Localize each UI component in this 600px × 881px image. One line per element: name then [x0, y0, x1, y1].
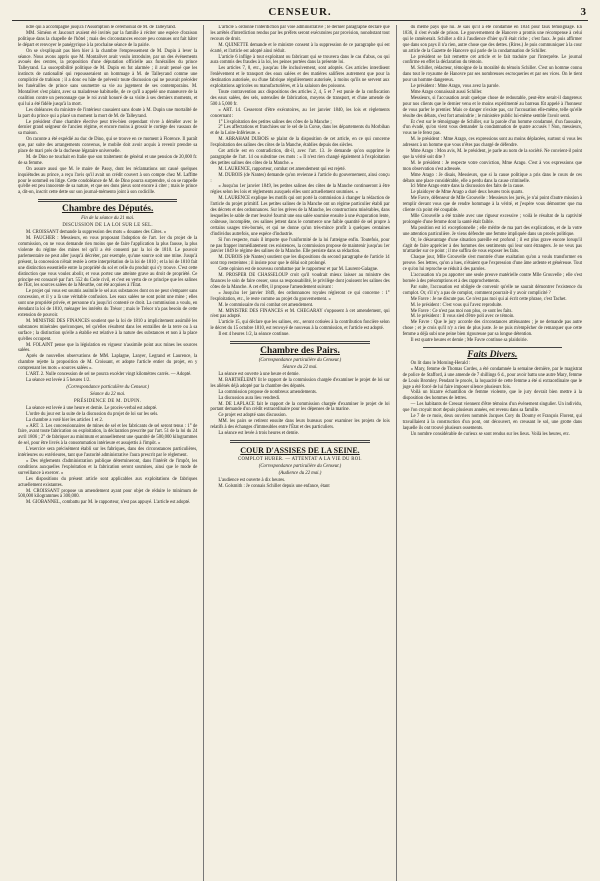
article-paragraph: On se s'expliquait pas bien hier à la chambre l'empressement de M. Dupin à lever la séance. Nous avons appris que M. Montalivet avait voulu introduire, par un des événements avoués des centres, la proposition d'une députation officielle aux funérailles du prince Talleyrand. La susceptibilité politique de M. Dupin en fut alarmée ; il avait pensé que les instincts de nationalité qui repousseraient un hommage à M. de Talleyrand comme une complicité de trahison ; il a donc eu hâte de prévenir toute discussion qui ne pouvait précéder les funérailles de prince sans soumettre sa vie au jugement de ses contemporains. M. Montalivet s'est plaint, avec sa maladresse habituelle, de ce qu'il a appelé une manœuvre de la coalition contre un personnage que le roi avait honoré de sa visite à ses derniers moments, et qui lui a été fidèle jusqu'à la mort.	[18, 48, 198, 107]
section-dateline: (Correspondance particulière du Censeur.)	[258, 464, 342, 469]
section-title: Chambre des Députés.	[61, 204, 154, 215]
article-paragraph: M. Schiller, rédacteur, témoigne de la moralité du témoin Schiller. C'est un homme connu dans tout le royaume de Hanovre par ses nombreuses escroqueries et par ses vices. On le tient pour un homme dangereux.	[402, 66, 582, 84]
article-paragraph: ndre qui a accompagné jusqu'à l'Assomption le ceremonial de M. de Talleyrand.	[26, 25, 177, 30]
article-paragraph: On assure aussi que M. le maire de Passy, dont les réclamations ont causé quelques inquiétudes au prince, a reçu l'avis qu'il avait un crédit couvert à son compte chez M. Laffitte pour le sommeil en litige. Cette condoléance de M. de Dino pourra surprendre, si on se rappelle qu'elle est peu innocente de sa nature, et que ses dons pieux sont encore à citer ; mais le prince a, dit-on, inscrit cette dette sur son journal-mémento joint à son codicille.	[18, 166, 198, 196]
article-paragraph: M. DE LAPLACE fait le rapport de la commission chargée d'examiner le projet de loi portant demande d'un crédit extraordinaire pour les dépenses de la marine.	[210, 401, 390, 413]
section-title: Faits Divers.	[467, 349, 518, 360]
article-paragraph: — Les habitants de Cressat viennent d'être témoins d'un événement singulier. Un individu, que l'on croyait mort depuis plusieurs années, est revenu dans sa famille.	[402, 402, 582, 414]
article-paragraph: Il est 4 heures 1/2, la séance continue.	[218, 332, 290, 338]
article-paragraph: L'article 6 inflige à tout exploitant ou fabricant qui se trouvera dans le cas d'abus, ou qui aura commis des fraudes à la loi, les peines portées dans la présente loi.	[210, 54, 390, 66]
article-paragraph: MM. Siméon et Jaucourt avaient été invités par la famille à réciter une espèce d'oraison politique dans la chapelle de l'hôtel ; mais des circonstances encore peu connues ont fait hâter le départ et renvoyer le panégyrique à la prochaine séance de la pairie.	[18, 30, 198, 48]
article-paragraph: Cette opinion est de nouveau combattue par le rapporteur et par M. Laurent-Galagne.	[218, 267, 379, 273]
section-divider	[230, 341, 369, 344]
article-paragraph: M. BARTHÉLEMY lit le rapport de la commission chargée d'examiner le projet de loi sur les aliénés déjà adopté par la chambre des députés.	[210, 377, 390, 389]
article-paragraph: M. PROSPER DE CHASSELOUP croit qu'il voudrait mieux laisser au ministre des finances le soin de faire cesser, sous sa responsabilité, le privilège dont jouissent les salines des côtes de la Manche. A cet effet, il propose l'amendement suivant :	[210, 273, 390, 290]
article-paragraph: Le plaidoyer de Mme Arago a duré deux heures trois quarts.	[410, 190, 524, 196]
section-dateline: (Correspondance particulière du Censeur.)	[66, 384, 149, 390]
article-paragraph: « Des règlements d'administration publique détermineront, dans l'intérêt de l'impôt, les conditions auxquelles l'exploitation et la fabrication seront soumises, ainsi que le mode de surveillance à exercer. »	[18, 459, 198, 476]
article-paragraph: Et c'est sur le témoignage de Schiller, sur la parole d'un homme condamné, d'un faussaire, d'un évadé, qu'on vient vous demander la condamnation de quatre accusés ! Non, messieurs, vous ne le ferez pas.	[402, 119, 582, 137]
article-paragraph: M. QUINETTE demande et le ministre consent à la suppression de ce paragraphe qui est écarté, et l'article est adopté ainsi réduit.	[210, 42, 390, 54]
article-paragraph: Toute contravention aux dispositions des articles 2, 4, 5 et 7 est punie de la confiscation des eaux salées, des sels, ustensiles de fabrication, moyens de transport, et d'une amende de 500 à 5,000 fr.	[210, 89, 390, 107]
article-paragraph: La discussion aura lieu vendredi.	[218, 395, 281, 401]
article-paragraph: Mme Arago : Mon avis, M. le président, je parle au nom de la société. Ne convient-il point que la vérité soit dite ?	[402, 149, 582, 160]
article-paragraph: « Mary, femme de Thomas Cordes, a été condamnée la semaine dernière, par le magistrat de police de Stafford, à une amende de 7 shillings 6 d., pour avoir battu une autre Mary, femme de Louis Bromley. Pendant le procès, la loquacité de cette femme a été si extraordinaire que le juge a été forcé de lui faire imposer silence plusieurs fois.	[402, 366, 582, 390]
article-paragraph: L'exercice sera précisément établi sur les fabriques, dans des circonstances particulières, intérieures ou extérieures, tant que l'autorité administrative l'aura prescrit par le règlement.	[18, 447, 198, 459]
article-paragraph: Il est quatre heures et demie ; Me Favre continue sa plaidoirie.	[410, 338, 528, 344]
article-paragraph: L'accusation n'a pu apporter une seule preuve matérielle contre Mlle Grouvelle ; elle s'est bornée à des présomptions et à des rapprochements.	[402, 273, 582, 284]
article-paragraph: M. ABRAHAM DUBOIS se plaint de la disposition de cet article, en ce qui concerne l'exploitation des salines des côtes de la Manche, établies depuis des siècles.	[210, 137, 390, 149]
article-paragraph: Me Favre : Que le jury accorde des circonstances atténuantes ; je ne demande pas autre chose ; et je crois qu'il n'y a rien de plus juste. Je ne puis m'empêcher de remarquer que cette femme a déjà subi une peine bien rigoureuse par sa longue détention.	[402, 320, 582, 338]
article-paragraph: M. MINISTRE DES FINANCES et M. CHEGARAY s'opposent à cet amendement, qui n'est pas adopté.	[210, 308, 390, 320]
page-number: 3	[580, 6, 586, 18]
section-dateline: (Audience du 22 mai.)	[278, 471, 322, 476]
article-paragraph: M. le président : C'est vous qui l'avez reproduite.	[410, 302, 503, 308]
article-paragraph: M. MINISTRE DES FINANCES soutient que la loi de 1810 a implicitement assimilé les substances minérales quelconques, tel qu'elles résultent dans les entrailles de la terre ou à sa surface ; la distinction qu'elle a établie est relative à la nature des substances et non à la place qu'elles occupent.	[18, 318, 198, 342]
article-paragraph: Me Favre : Je ne discute pas. Ce n'est pas moi qui ai écrit cette phrase, c'est Tachet.	[410, 296, 567, 302]
article-paragraph: La séance est ouverte à une heure et demie.	[218, 372, 300, 378]
article-paragraph: Cet article est en contradiction, dit-il, avec l'art. 13. Je demande qu'on supprime le paragraphe de l'art. 14 ou substitue ces mots : « Il n'est rien changé également à l'exploitation des petites salines des côtes de la Manche. »	[210, 149, 390, 166]
article-paragraph: L'article 5 ordonne l'interdiction par voie administrative ; le dernier paragraphe déclare que les arrêtés d'interdiction rendus par les préfets seront exécutoires par provision, nonobstant tout recours de droit.	[210, 25, 390, 42]
section-title: COUR D'ASSISES DE LA SEINE.	[240, 446, 360, 455]
article-paragraph: « Jusqu'au 1er janvier 1849, des ordonnances royales régleront ce qui concerne : 1° l'exploitation, etc., le reste comme au projet du gouvernement. »	[210, 290, 390, 302]
article-paragraph: Ce projet est adopté sans discussion.	[218, 413, 287, 419]
article-paragraph: M. le président : Mme Arago, ces expressions sont au moins déplacées, surtout si vous les adressez à un homme que vous n'êtes pas chargé de défendre.	[402, 137, 582, 149]
article-paragraph: Si l'on respecte, mais il importe que l'uniformité de la loi l'atteigne enfin. Toutefois, pour ne pas frapper immédiatement ces existences, la commission propose de maintenir jusqu'au 1er janvier 1849 le régime des salines de la Manche. Elle persiste dans sa rédaction.	[210, 237, 390, 255]
columns	[12, 25, 588, 881]
column-2	[203, 25, 395, 881]
article-paragraph: Le président d'une chambre élective peut très-bien cependant vivre à démêler avec le dernier grand seigneur de l'ancien régime, et encore moins à grossir le cortège des vassaux de sa maison.	[18, 119, 198, 137]
article-paragraph: M. FOLAINT pense que la législation en vigueur n'assimile point aux mines les sources salées.	[18, 342, 198, 354]
article-paragraph: du même pays que lui. Je sais qu'il a été condamné en 1834 pour faux témoignage. En 1836, il s'est évadé de prison. Le gouvernement de Hanovre a promis une récompense à celui qui le ramènerait. Schiller a dit à l'audience d'hier qu'il était riche ; c'est faux. Je puis affirmer que dans son pays il n'a rien, autre chose que des dettes. (Rires.) Je puis communiquer à la cour un article de la Gazette de Hanovre qui parle de la condamnation de Schiller.	[402, 25, 582, 54]
article-paragraph: Mme Arago : Je disais, Messieurs, que si la cause politique a pris dans le cours de ces débats une place considérable, elle a perdu dans la cause criminelle.	[402, 172, 582, 184]
article-paragraph: La chambre a voté hier les articles 1 et 2.	[26, 417, 104, 423]
article-paragraph: MM. les pairs se retirent ensuite dans leurs bureaux pour examiner les projets de lois relatifs à des échanges d'immeubles entre l'État et des particuliers.	[210, 419, 390, 431]
section-divider	[230, 440, 369, 443]
article-paragraph: On raconte a été expédié au duc de Dino, qui se trouve en ce moment à Florence. Il paraît que, par suite des arrangements convenus, le mobile doit avoir acquis à revenir prendre sa place de mari près de la duchesse légataire universelle.	[18, 137, 198, 155]
article-paragraph: La séance est levée à une heure et demie. Le procès-verbal est adopté.	[26, 405, 158, 411]
article-paragraph: M. le commissaire du roi combat cet amendement.	[218, 302, 314, 308]
article-paragraph: 2° Les affectations et franchises sur le sel de la Corse, dans les départements du Morbihan et de la Loire-Inférieure. »	[210, 125, 390, 137]
article-paragraph: M. le président : Je respecte votre conviction, Mme Arago. C'est à vos expressions que mon observation s'est adressée.	[402, 160, 582, 172]
section-dateline: Fin de la séance du 21 mai.	[81, 216, 135, 222]
column-1	[12, 25, 203, 881]
masthead	[12, 6, 588, 21]
article-paragraph: Le 7 de ce mois, deux ouvriers nommés Jacques Cory du Doumy et François Florent, qui travaillaient à la construction d'un pont, ont découvert, en creusant le sol, une grotte dans laquelle ils ont trouvé plusieurs ossements.	[402, 414, 582, 431]
article-paragraph: L'ART. 2. Nulle concession de sel ne pourra excéder vingt kilomètres carrés. — Adopté.	[26, 372, 192, 378]
article-paragraph: Le président : Mme Arago, vous avez la parole.	[410, 84, 500, 90]
article-paragraph: Le projet qui vous est soumis assimile le sel aux substances dont on ne peut s'emparer sans concession, et il y a là une véritable confusion. Les eaux salées ne sont point une mine ; elles sont une propriété privée, et personne n'a jusqu'ici contesté ce droit. La commission a voulu, en étendant la loi de 1810, ménager les intérêts du Trésor ; mais le Trésor n'a pas besoin de cette extension de pouvoir.	[18, 289, 198, 318]
article-paragraph: Ici Mme Arago entre dans la discussion des faits de la cause.	[410, 184, 525, 190]
section-subheading: COMPLOT HUBER. — ATTENTAT A LA VIE DU ROI.	[238, 457, 362, 462]
article-paragraph: M. Golsmith : Je connais Schiller depuis une enfance, étant	[218, 483, 330, 489]
article-paragraph: M. GIOBANNEL, combattu par M. le rapporteur, n'est pas appuyé. L'article est adopté.	[26, 500, 191, 506]
article-paragraph: « ART. 3. Les concessionnaires de mines de sel et les fabricants de sel seront tenus : 1° de faire, avant toute fabrication ou exploitation, la déclaration prescrite par l'art. 51 de la loi du 24 avril 1806 ; 2° de fabriquer au minimum et annuellement une quantité de 500,000 kilogrammes de sel, pour être livrés à la consommation intérieure et assujettis à l'impôt. »	[18, 423, 198, 447]
article-paragraph: Le président se fait remettre cet article et le fait traduire par l'interprète. Le journal confirme en effet la déclaration du témoin.	[402, 54, 582, 66]
article-paragraph: M. DUBOIS (de Nantes) demande qu'on revienne à l'article du gouvernement, ainsi conçu :	[210, 172, 390, 184]
article-paragraph: L'audience est ouverte à dix heures.	[218, 478, 286, 483]
article-paragraph: 1° L'exploitation des petites salines des côtes de la Manche ;	[218, 119, 332, 125]
article-paragraph: On lit dans le Morning-Herald :	[410, 360, 471, 366]
article-paragraph: M. le président : Il vous sied d'être poli avec ce témoin.	[410, 314, 515, 320]
article-paragraph: Messieurs, si l'accusation avait quelque chose de redoutable, peut-être serait-il dangereux pour nos clients que le dernier venu et le moins expérimenté au barreau fût appelé à l'honneur de vous parler le premier. Mais ce danger n'existe pas, car l'accusation elle-même, telle qu'elle résulte des débats, s'est fort amoindrie ; le ministère public lui-même semble l'avoir senti.	[402, 95, 582, 119]
article-paragraph: M. FAUCHER : Messieurs, en vous proposant l'adoption de l'art. 1er du projet de la commission, on ne vous demande rien moins que de faire l'application la plus fausse, la plus violente du régime des mines tel qu'il a été consenti par la loi de 1810. Le pouvoir parlementaire ne peut aller jusqu'à décréter, par exemple, qu'une source soit une mine. Jusqu'à présent, la concession n'était restée à cette interprétation de la loi de 1810 ; et la loi de 1810 fait une distinction essentielle entre la propriété du sol et celle du produit qui s'y trouve. C'est cette distinction que vous voulez abolir, et vous portez une atteinte grave au droit de propriété. Ce principe est consacré par l'art. 552 du Code civil, et c'est en vertu de ce principe que les salines de l'Est, les sources salées de la Meurthe, ont été acquises à l'État.	[18, 236, 198, 289]
section-dateline: Séance du 22 mai.	[282, 365, 318, 371]
section-divider	[38, 199, 177, 202]
section-subheading: PRÉSIDENCE DE M. DUPIN.	[74, 398, 142, 404]
article-paragraph: Ma position est ici exceptionnelle ; elle mérite de ma part des explications, et de la votre une attention particulière. Je viens défendre une femme impliquée dans un procès politique.	[402, 225, 582, 237]
article-paragraph: La commission propose de nombreux amendements.	[218, 389, 318, 395]
article-paragraph: Chaque jour, Mlle Grouvelle s'est montrée d'une exaltation qu'on a voulu transformer en preuve. Ses lettres, qu'on a lues, n'étaient que l'expression d'une âme ardente et généreuse. Tout ce qu'on lui reproche se réduit à des paroles.	[402, 255, 582, 273]
article-paragraph: Or, le désavantage d'une situation pareille est profond ; il est plus grave encore lorsqu'il s'agit de faire apprécier à des hommes des sentiments qui leur sont étrangers. Je ne veux pas m'attarder sur ce point ; il me suffira de vous exposer les faits.	[402, 237, 582, 255]
section-dateline: (Correspondance particulière du Censeur.)	[258, 358, 342, 364]
article-paragraph: M. DUBOIS (de Nantes) soutient que les dispositions du second paragraphe de l'article 14 sont trop restreintes ; il insiste pour que le délai soit prolongé.	[210, 255, 390, 267]
article-paragraph: « ART. 14. Cesseront d'être exécutoires, au 1er janvier 1840, les lois et règlements concernant :	[210, 107, 390, 119]
article-paragraph: Les dispositions du présent article sont applicables aux exploitations de fabriques actuellement existantes.	[18, 476, 198, 488]
article-paragraph: Un nombre considérable de curieux se sont rendus sur les lieux. Voilà les heures, etc.	[410, 431, 570, 437]
article-paragraph: Me Favre : Ce n'est pas moi non plus, ce sont les faits.	[410, 308, 513, 314]
section-subheading: DISCUSSION DE LA LOI SUR LE SEL.	[62, 223, 153, 229]
article-paragraph: M. LAURENCE explique les motifs qui ont porté la commission à changer la rédaction de l'article du projet primitif. Les petites salines de la Manche ont un régime particulier établi par des décrets et des ordonnances. Sur les grèves de la Manche, les constructions misérables, dans lesquelles le sable de mer lessivé fournit une eau salée soumise ensuite à une évaporation lente, coûteuse, incomplète, ces salines jettent dans le commerce une faible quantité de sel propre à certains usages très-bornés, et qui ne donne qu'un très-mince profit à quelques centaines d'individus autrefois, une espèce d'industrie.	[210, 196, 390, 237]
article-paragraph: M. CROISSANT propose un amendement ayant pour objet de réduire le minimum de 500,000 kilogrammes à 300,000.	[18, 488, 198, 500]
article-paragraph: L'ordre du jour est la suite de la discussion du projet de loi sur les sels.	[26, 411, 159, 417]
article-paragraph: Mme Arago connaissait aussi Schiller.	[410, 89, 483, 95]
article-paragraph: Les doléances du ministre de l'intérieur causaient sans doute à M. Dupin une mortalité de la part du prince qui a placé un moment la mort de M. de Talleyrand.	[18, 107, 198, 119]
article-paragraph: Mlle Grouvelle a été traitée avec une rigueur excessive ; voilà le résultat de la captivité prolongée d'une femme dont la santé était faible.	[402, 214, 582, 225]
article-paragraph: La séance est levée à 5 heures 1/2.	[26, 377, 91, 383]
article-paragraph: Me Favre, défenseur de Mlle Grouvelle : Messieurs les jurés, je n'ai point d'autre mission à remplir devant vous que de rendre hommage à la vérité, et j'espère vous démontrer que ma cliente n'a point été coupable.	[402, 196, 582, 214]
section-dateline: Séance du 22 mai.	[90, 391, 126, 397]
masthead-title: CENSEUR.	[268, 6, 332, 18]
article-paragraph: Après de nouvelles observations de MM. Laplagne, Lanyer, Legrand et Laurence, la chambre rejette la proposition de M. Croissant, et adopte l'article entier du projet, en y comprenant les mots « sources salées ».	[18, 354, 198, 372]
article-paragraph: « Jusqu'au 1er janvier 1849, les petites salines des côtes de la Manche continueront à être régies selon les lois et règlements auxquels elles sont actuellement soumises. »	[210, 184, 390, 196]
article-paragraph: Voilà un bizarre échantillon de femme violente, que le jury devrait bien mettre à la disposition des hommes de lettres.	[402, 390, 582, 402]
section-divider	[423, 347, 562, 348]
article-paragraph: M. CROISSANT demande la suppression des mots « douanes des Côtes. »	[26, 230, 167, 236]
article-paragraph: M. LAURENCE, rapporteur, combat cet amendement qui est rejeté.	[218, 166, 346, 172]
article-paragraph: M. de Dino ne touchait en Italie que son traitement de général et une pension de 20,000 fr. de sa femme.	[18, 154, 198, 166]
article-paragraph: Par suite, l'accusation est obligée de convenir qu'elle ne saurait démontrer l'existence du complot. Or, s'il n'y a pas de complot, comment pourrait-il y avoir complicité ?	[402, 284, 582, 296]
column-3	[396, 25, 588, 881]
article-paragraph: Les articles 7, 8, etc., jusqu'au 18e inclusivement, sont adoptés. Ces articles interdisent l'enlèvement et le transport des eaux salées et des matières salifères autrement que pour la destination autorisée, ou d'une fabrique régulièrement autorisée, à moins qu'ils ne servent aux exploitations agricoles ou manufacturières, et à la salaison des poissons.	[210, 66, 390, 90]
article-paragraph: La séance est levée à trois heures et demie.	[218, 431, 299, 437]
section-title: Chambre des Pairs.	[260, 346, 340, 357]
article-paragraph: L'article 15, qui déclare que les salines, etc., seront cotisées à la contribution foncière selon le décret du 15 octobre 1810, est renvoyé de nouveau à la commission, et l'article est adopté.	[210, 320, 390, 332]
